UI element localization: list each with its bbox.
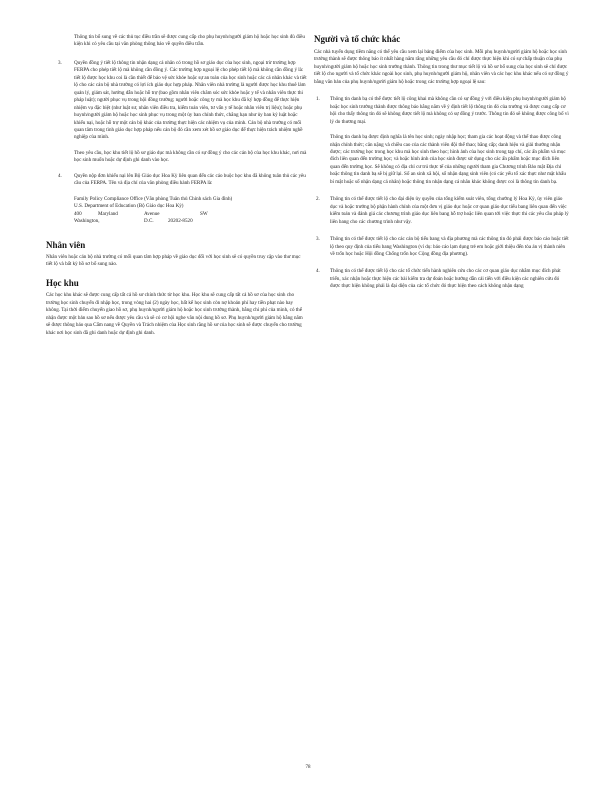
consent-paragraph: Quyền đồng ý tiết lộ thông tin nhận dạng cá nhân có trong hồ sơ giáo dục của học sinh, ngoại trừ trường hợp FERPA cho phép tiết lộ mà không cần đồng ý. Các trường hợp ngoại lệ cho phép tiết lộ mà không cần đồng ý là: tiết lộ được học khu coi là cần thiết để bảo vệ sức khỏe hoặc sự an toàn của học sinh hoặc các cá nhân khác và tiết lộ cho các cán bộ nhà trường có lợi ích giáo dục hợp pháp. Nhân viên nhà trường là người được học khu thuê làm quản lý, giám sát, hướng dẫn hoặc hỗ trợ (bao gồm nhân viên chăm sóc sức khỏe hoặc y tế và nhân viên thực thi pháp luật); người phục vụ trong hội đồng trường; người hoặc công ty mà học khu đã ký hợp đồng để thực hiện nhiệm vụ đặc biệt (như luật sư, nhân viên điều tra, kiểm toán viên, tư vấn y tế hoặc nhân viên trị liệu); hoặc phụ huynh/người giám hộ hoặc học sinh phục vụ trong một ủy ban chính thức, chẳng hạn như ủy ban kỷ luật hoặc khiếu nại, hoặc hỗ trợ một cán bộ khác của trường thực hiện các nhiệm vụ của mình. Cán bộ nhà trường có mối quan tâm trong tình giáo dục hợp pháp nếu cán bộ đó cần xem xét hồ sơ giáo dục để thực hiện trách nhiệm nghề nghiệp của mình. — [74, 59, 307, 141]
list-number: 4. — [316, 268, 320, 275]
exception-paragraph: Thông tin danh bạ có thể được tiết lộ công khai mà không cần có sự đồng ý với điều kiện phụ huynh/người giám hộ hoặc học sinh trưởng thành được thông báo hằng năm về ý định tiết lộ thông tin đó của trường và được cung cấp cơ hội cho thấy thông tin đó sẽ không được tiết lộ mà không có sự đồng ý trước. Thông tin đó sẽ không được công bố vì lý do thương mại. — [330, 96, 569, 125]
section-title-nhan-vien: Nhân viên — [46, 239, 86, 250]
exception-item — [314, 96, 570, 186]
hearing-info-paragraph: Thông tin bổ sung về các thủ tục điều trần sẽ được cung cấp cho phụ huynh/người giám hộ hoặc học sinh đủ điều kiện khi có yêu cầu tại văn phòng thông báo về quyền điều trần. — [74, 34, 305, 48]
transfer-paragraph: Theo yêu cầu, học khu tiết lộ hồ sơ giáo dục mà không cần có sự đồng ý cho các cán bộ của học khu khác, nơi mà học sinh muốn hoặc dự định ghi danh vào học. — [74, 149, 307, 164]
right-column — [314, 0, 570, 291]
section-title-nguoi-va-to-chuc-khac: Người và tổ chức khác — [314, 34, 401, 44]
exception-paragraph: Thông tin có thể được tiết lộ cho đại diện ủy quyền của tổng kiểm soát viên, tổng chưởng lý Hoa Kỳ, ủy viên giáo dục và hoặc trưởng bộ phận hành chính của một đơn vị giáo dục hoặc cơ quan giáo dục tiểu bang liên quan đến việc kiểm toán và đánh giá các chương trình giáo dục liên bang hỗ trợ hoặc liên quan tới việc thực thi các yêu cầu pháp lý liên bang cho các chương trình như vậy. — [330, 196, 569, 225]
list-number: 1. — [316, 96, 320, 103]
exception-paragraph: Thông tin có thể được tiết lộ cho các cán bộ tiểu bang và địa phương mà các thông tin đó phải được báo cáo hoặc tiết lộ theo quy định của tiểu bang Washington (ví dụ: báo cáo lạm dụng trẻ em hoặc giới thiệu đến tòa án vị thành niên về trốn học hoặc Hội đồng Chống trốn học Cộng đồng địa phương). — [330, 236, 569, 257]
district-paragraph: Các học khu khác sẽ được cung cấp tất cả hồ sơ chính thức từ học khu. Học khu sẽ cung cấp tất cả hồ sơ của học sinh cho trường học sinh chuyển đi nhập học, trong vòng hai (2) ngày học, bất kể học sinh còn nợ khoản phí hay tiền phạt nào hay không. Tại thời điểm chuyển giao hồ sơ, phụ huynh/người giám hộ hoặc học sinh trưởng thành, bằng chi phí của mình, có thể nhận được một bản sao hồ sơ nếu được yêu cầu và sẽ có cơ hội nghe văn nội dung hồ sơ. Phụ huynh/người giám hộ hằng năm sẽ được thông báo qua Cẩm nang về Quyền và Trách nhiệm của Học sinh rằng hồ sơ của học sinh sẽ được chuyển cho trường khác nơi học sinh đã ghi danh hoặc dự định ghi danh. — [46, 292, 303, 336]
exception-paragraph: Thông tin danh bạ được định nghĩa là tên học sinh; ngày nhập học; tham gia các hoạt động và thể thao được công nhận chính thức; cân nặng và chiều cao của các thành viên đội thể thao; bằng cấp; danh hiệu và giải thưởng nhận được; các trường học trong học khu mà học sinh theo học; hình ảnh của học sinh trong tạp chí, các ấn phẩm và mục đích liên quan đến trường học; và hoặc hình ảnh của học sinh được sử dụng cho các ấn phẩm hoặc mục đích liên quan đến trường học. Sẽ không có địa chỉ cư trú thực tế của những người tham gia Chương trình Bảo mật Địa chỉ hoặc thông tin danh bạ sẽ bị giữ lại. Số an sinh xã hội, số nhận dạng sinh viên (có các yếu tố xác thực như mật khẩu bí mật hoặc số nhận dạng cá nhân) hoặc thông tin nhận dạng cá nhân khác không được coi là thông tin danh bạ. — [330, 134, 566, 185]
staff-paragraph: Nhân viên hoặc cán bộ nhà trường có mối quan tâm hợp pháp về giáo dục đối với học sinh sẽ có quyền truy cập vào thư mục tiết lộ và bất kỳ hồ sơ bổ sung nào. — [46, 253, 301, 267]
complaint-paragraph: Quyền nộp đơn khiếu nại lên Bộ Giáo dục Hoa Kỳ liên quan đến các cáo buộc học khu đã không tuân thủ các yêu cầu của FERPA. Tên và địa chỉ của văn phòng điều hành FERPA là: — [74, 172, 306, 187]
exception-paragraph: Thông tin có thể được tiết lộ cho các tổ chức tiến hành nghiên cứu cho các cơ quan giáo dục nhằm mục đích phát triển, xác nhận hoặc thực hiện các bài kiểm tra dự đoán hoặc hướng dẫn cải tiến với điều kiện các nghiên cứu đó được thực hiện không phải là đại diện của các tổ chức đó thực hiện theo cách không nhận dạng — [330, 268, 561, 290]
list-number: 2. — [316, 196, 320, 203]
exception-item — [314, 236, 570, 258]
department-name: U.S. Department of Education (Bộ Giáo dục Hoa Kỳ) — [74, 203, 184, 210]
city-address: Washington, D.C. 20202-8520 — [74, 218, 193, 225]
list-number: 3. — [58, 59, 62, 66]
exception-item — [314, 196, 570, 226]
section-title-hoc-khu: Học khu — [46, 278, 79, 289]
exceptions-list — [314, 96, 570, 291]
exception-item — [314, 268, 570, 290]
list-item-3 — [46, 60, 308, 165]
page-number: 78 — [305, 765, 311, 770]
office-name: Family Policy Compliance Office (Văn phòng Tuân thủ Chính sách Gia đình) — [74, 195, 233, 202]
list-number: 3. — [316, 236, 320, 243]
left-column — [46, 0, 308, 337]
list-number: 4. — [58, 172, 62, 179]
street-address: 400 Maryland Avenue SW — [74, 210, 208, 217]
list-item-4 — [46, 173, 308, 226]
others-intro-paragraph: Các nhà tuyển dụng tiềm năng có thể yêu cầu xem lại bảng điểm của học sinh. Mỗi phụ huynh/người giám hộ hoặc học sinh trưởng thành sẽ được thông báo ít nhất hàng năm rằng những yêu cầu đó chỉ được thực hiện khi có sự chấp thuận của phụ huynh/người giám hộ hoặc học sinh trưởng thành. Thông tin trong thư mục tiết lộ và hồ sơ bổ sung của học sinh sẽ chỉ được tiết lộ cho người và tổ chức khác ngoài học sinh, phụ huynh/người giám hộ, nhân viên và các học khu khác nếu có sự đồng ý bằng văn bản của phụ huynh/người giám hộ hoặc trong các trường hợp ngoại lệ sau: — [314, 49, 569, 85]
